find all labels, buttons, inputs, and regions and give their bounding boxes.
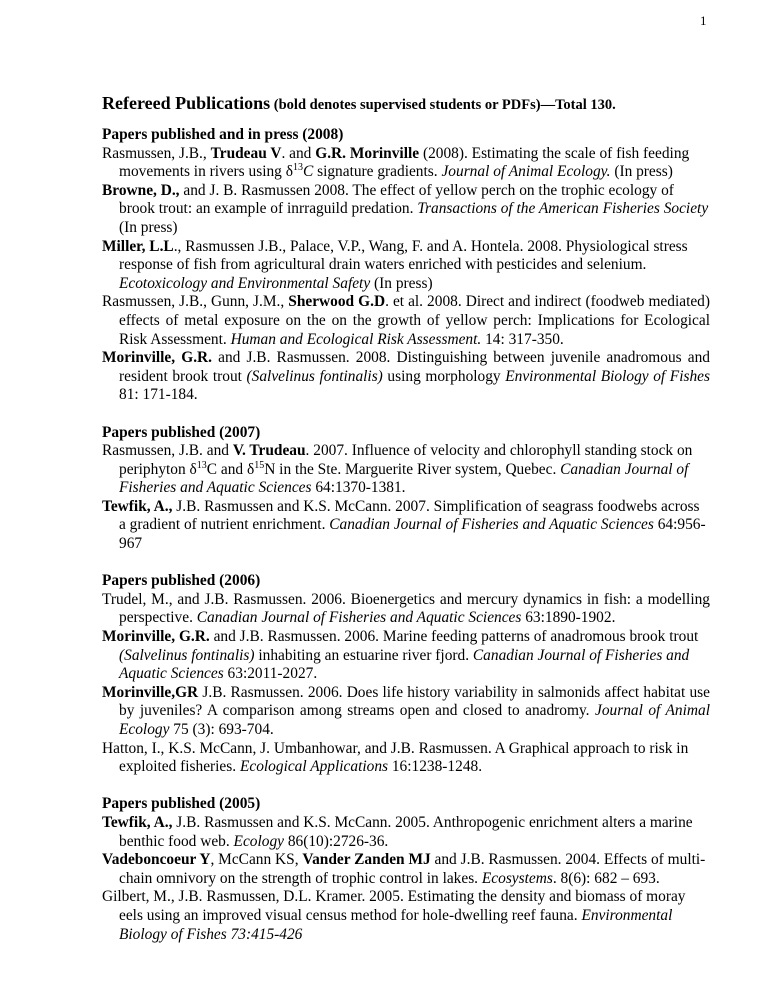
citation-text: J.B. Rasmussen and K.S. McCann. 2005. Anthropogenic enrichment alters a marine benthic food web.	[119, 813, 693, 850]
citation-text: and J.B. Rasmussen. 2006. Marine feeding patterns of anadromous brook trout	[209, 628, 699, 646]
citation-text: C and δ	[206, 460, 255, 478]
citation-text: . 2007. Influence of velocity and chlorophyll standing stock on periphyton δ	[119, 442, 693, 478]
author-bold: Vadeboncoeur Y	[102, 851, 211, 869]
citation-text: (In press)	[370, 274, 433, 292]
citation-entry	[102, 442, 710, 498]
citation-entry	[102, 591, 710, 628]
author-bold: V. Trudeau	[232, 442, 306, 460]
citation-text: Hatton, I., K.S. McCann, J. Umbanhowar, and J.B. Rasmussen. A Graphical approach to risk in exploited fisheries.	[102, 739, 689, 776]
citation-text: inhabiting an estuarine river fjord.	[254, 646, 473, 664]
superscript: 15	[254, 459, 265, 471]
author-bold: Tewfik, A.,	[102, 813, 173, 831]
page-number: 1	[700, 13, 707, 28]
page-title	[102, 92, 710, 116]
author-bold: Sherwood G.D	[288, 293, 386, 311]
author-bold: Trudeau V	[210, 144, 282, 162]
italic-text: Environmental Biology of Fishes	[505, 367, 710, 385]
citation-entry	[102, 498, 710, 554]
citation-entry	[102, 740, 710, 777]
italic-text: Journal of Animal Ecology.	[441, 163, 611, 181]
italic-text: Canadian Journal of Fisheries and Aquatic Sciences	[119, 460, 689, 497]
citation-text: 63:2011-2027.	[223, 665, 318, 683]
citation-text: signature gradients.	[313, 163, 442, 181]
citation-entry	[102, 349, 710, 405]
citation-text: (In press)	[610, 163, 673, 181]
citation-entry	[102, 851, 710, 888]
citation-entry	[102, 293, 710, 349]
citation-text: 81: 171-184.	[119, 386, 198, 404]
section-heading: Papers published and in press (2008)	[102, 126, 344, 143]
citation-text: . and	[281, 144, 316, 162]
citation-text: , McCann KS,	[210, 851, 303, 869]
author-bold: G.R. Morinville	[315, 144, 420, 162]
citation-text: Rasmussen, J.B. and	[102, 442, 233, 460]
citation-text: Rasmussen, J.B., Gunn, J.M.,	[102, 293, 289, 311]
citation-text: Trudel, M., and J.B. Rasmussen. 2006. Bioenergetics and mercury dynamics in fish: a modelling perspective.	[102, 590, 710, 627]
italic-text: Canadian Journal of Fisheries and Aquatic Sciences	[329, 516, 654, 534]
italic-text: Ecology	[233, 832, 284, 850]
italic-text: Ecosystems	[481, 869, 553, 887]
author-bold: Miller, L.L	[102, 237, 174, 255]
citation-text: (In press)	[119, 218, 178, 236]
citation-text: 75 (3): 693-704.	[169, 721, 274, 738]
document-body	[102, 92, 710, 963]
author-bold: Vander Zanden MJ	[302, 851, 431, 869]
citation-text: Rasmussen, J.B.,	[102, 144, 211, 162]
section-heading: Papers published (2005)	[102, 795, 261, 813]
author-bold: Morinville,GR	[102, 683, 199, 701]
author-bold: Morinville, G.R.	[102, 628, 210, 646]
citation-text: 64:956-967	[119, 516, 706, 553]
citation-entry	[102, 238, 710, 294]
author-bold: Tewfik, A.,	[102, 497, 173, 515]
title-note: (bold denotes supervised students or PDFs)—Total 130.	[270, 97, 616, 113]
citation-text: Gilbert, M., J.B. Rasmussen, D.L. Kramer. 2005. Estimating the density and biomass of moray eels using an improved visual census method for hole-dwelling reef fauna.	[102, 888, 686, 924]
citation-text: and J.B. Rasmussen. 2008. Distinguishing between juvenile anadromous and resident brook trout	[119, 349, 710, 385]
italic-text: Canadian Journal of Fisheries and Aquatic Sciences	[196, 609, 522, 627]
citation-text: and J. B. Rasmussen 2008. The effect of yellow perch on the trophic ecology of brook trout: an example of inrraguild predation.	[119, 181, 674, 218]
citation-text: 63:1890-1902.	[521, 609, 616, 627]
publication-section	[102, 126, 710, 405]
citation-entry	[102, 628, 710, 684]
title-main: Refereed Publications	[102, 93, 271, 113]
italic-text: Canadian Journal of Fisheries and Aquatic Sciences	[119, 646, 690, 683]
citation-entry	[102, 888, 710, 944]
citation-text: ., Rasmussen J.B., Palace, V.P., Wang, F. and A. Hontela. 2008. Physiological stress response of fish from agricultural drain waters enriched with pesticides and selenium.	[119, 237, 688, 274]
citation-text: 86(10):2726-36.	[283, 832, 389, 850]
publication-sections	[102, 126, 710, 944]
citation-text: (2008). Estimating the scale of fish feeding movements in rivers using δ	[119, 144, 690, 181]
superscript: 13	[196, 459, 207, 471]
citation-text: 14: 317-350.	[481, 330, 564, 348]
citation-text: . 8(6): 682 – 693.	[552, 869, 660, 887]
citation-text: and J.B. Rasmussen. 2004. Effects of multi-chain omnivory on the strength of trophic control in lakes.	[119, 851, 706, 887]
citation-entry	[102, 814, 710, 851]
publication-section	[102, 795, 710, 944]
citation-text: N in the Ste. Marguerite River system, Quebec.	[264, 460, 561, 478]
italic-text: Human and Ecological Risk Assessment.	[230, 330, 482, 348]
section-heading: Papers published (2007)	[102, 423, 261, 441]
citation-entry	[102, 182, 710, 238]
author-bold: Browne, D.,	[102, 181, 180, 199]
author-bold: Morinville, G.R.	[102, 349, 212, 367]
italic-text: Ecological Applications	[239, 758, 389, 776]
italic-text: (Salvelinus fontinalis)	[119, 646, 255, 664]
citation-text: using morphology	[382, 367, 506, 385]
citation-text: J.B. Rasmussen. 2006. Does life history variability in salmonids affect habitat use by juveniles? A comparison among streams open and closed to anadromy.	[119, 683, 710, 720]
citation-entry	[102, 145, 710, 182]
citation-text: 64:1370-1381.	[311, 479, 406, 497]
italic-text: Environmental Biology of Fishes 73:415-426	[119, 906, 673, 943]
section-heading: Papers published (2006)	[102, 572, 261, 590]
italic-text: Journal of Animal Ecology	[119, 702, 710, 738]
citation-text: J.B. Rasmussen and K.S. McCann. 2007. Simplification of seagrass foodwebs across a gradient of nutrient enrichment.	[119, 497, 700, 534]
italic-text: (Salvelinus fontinalis)	[246, 367, 383, 385]
superscript: 13	[292, 162, 303, 174]
citation-text: . et al. 2008. Direct and indirect (foodweb mediated) effects of metal exposure on the on the growth of yellow perch: Implications for Ecological Risk Assessment.	[119, 293, 710, 348]
citation-entry	[102, 684, 710, 740]
publication-section	[102, 572, 710, 777]
italic-text: Transactions of the American Fisheries Society	[417, 200, 709, 218]
italic-text: C	[302, 163, 314, 181]
italic-text: Ecotoxicology and Environmental Safety	[119, 274, 371, 292]
publication-section	[102, 424, 710, 554]
citation-text: 16:1238-1248.	[388, 758, 483, 776]
